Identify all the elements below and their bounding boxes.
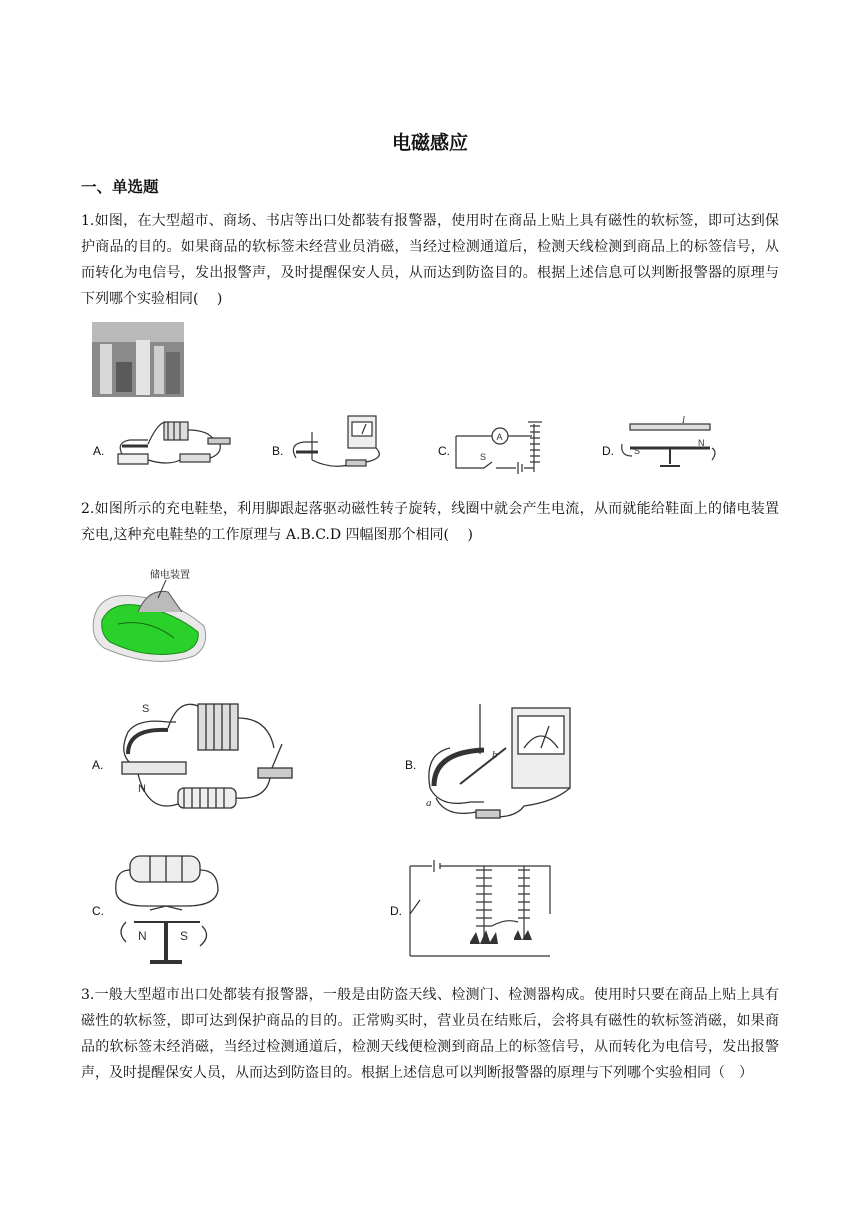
option-a-magnet-n: N xyxy=(138,783,146,795)
question-1-photo xyxy=(92,322,184,397)
option-c-magnet-s: S xyxy=(180,929,189,943)
question-1-option-c-figure xyxy=(452,414,562,474)
magnet-n-label: N xyxy=(698,438,705,448)
question-2-text: 2.如图所示的充电鞋垫，利用脚跟起落驱动磁性转子旋转，线圈中就会产生电流，从而就能给鞋面上的储电装置充电,这种充电鞋垫的工作原理与 A.B.C.D 四幅图那个相同( ) xyxy=(81,501,779,543)
option-b-wire-a: a xyxy=(426,797,432,809)
question-2-option-a-figure xyxy=(108,698,298,828)
question-2-option-b-figure xyxy=(420,698,580,830)
question-2-option-c-label: C. xyxy=(92,904,104,918)
page-title: 电磁感应 xyxy=(391,132,468,154)
question-1-option-b-figure xyxy=(286,412,396,472)
option-a-magnet-s: S xyxy=(142,703,150,715)
option-b-wire-b: b xyxy=(492,749,498,761)
question-2-option-d-label: D. xyxy=(390,904,402,918)
current-label: I xyxy=(682,415,685,425)
question-1-option-c-label: C. xyxy=(438,444,450,458)
switch-label: S xyxy=(480,452,487,462)
question-2-option-a-label: A. xyxy=(92,758,104,772)
insole-caption: 储电装置 xyxy=(150,570,190,581)
question-1-option-b-label: B. xyxy=(272,444,284,458)
question-2-option-c-figure xyxy=(110,846,230,972)
question-1-option-a-label: A. xyxy=(93,444,105,458)
question-2-insole-image xyxy=(88,564,212,672)
question-1-text: 1.如图，在大型超市、商场、书店等出口处都装有报警器，使用时在商品上贴上具有磁性的软标签，即可达到保护商品的目的。如果商品的软标签未经营业员消磁，当经过检测通道后，检测天线检测到商品上的标签信号，从而转化为电信号，发出报警声，及时提醒保安人员，从而达到防盗目的。根据上述信息可以判断报警器的原理与下列哪个实验相同( ) xyxy=(81,213,779,307)
question-2-option-b-label: B. xyxy=(405,758,417,772)
section-heading: 一、单选题 xyxy=(81,178,159,196)
magnet-s-label: S xyxy=(634,446,641,456)
ammeter-label: A xyxy=(496,432,503,442)
question-1-option-d-figure xyxy=(616,414,726,474)
question-1-option-d-label: D. xyxy=(602,444,614,458)
question-3-text: 3.一般大型超市出口处都装有报警器，一般是由防盗天线、检测门、检测器构成。使用时只要在商品上贴上具有磁性的软标签，即可达到保护商品的目的。正常购买时，营业员在结账后，会将具有磁性的软标签消磁，如果商品的软标签未经消磁，当经过检测通道后，检测天线便检测到商品上的标签信号，从而转化为电信号，发出报警声，及时提醒保安人员，从而达到防盗目的。根据上述信息可以判断报警器的原理与下列哪个实验相同（ ） xyxy=(81,987,779,1081)
question-1-option-a-figure xyxy=(108,414,240,472)
question-2-option-d-figure xyxy=(404,854,556,962)
option-c-magnet-n: N xyxy=(138,929,147,943)
